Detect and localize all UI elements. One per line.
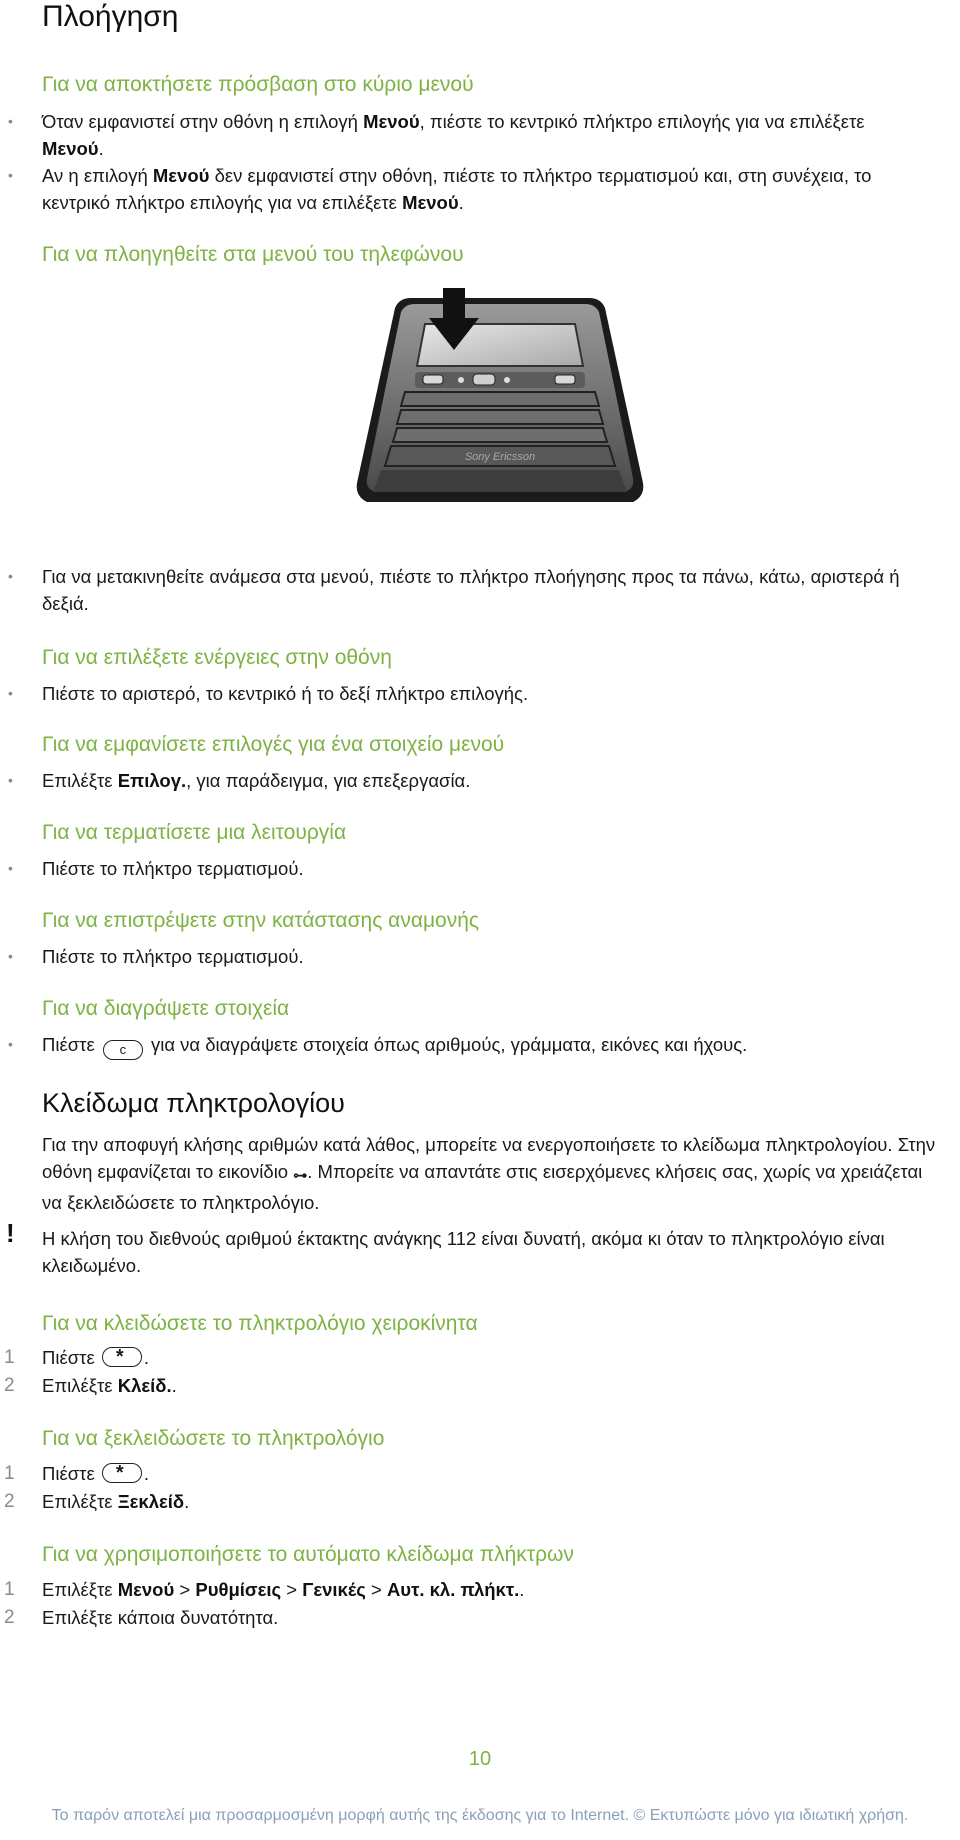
- warning-note: Η κλήση του διεθνούς αριθμού έκτακτης ανάγκης 112 είναι δυνατή, ακόμα κι όταν το πληκτρολόγιο είναι κλειδωμένο.: [42, 1228, 885, 1276]
- bullet-dot: •: [8, 113, 13, 129]
- bullet-item: • Πιέστε το αριστερό, το κεντρικό ή το δεξί πλήκτρο επιλογής.: [42, 680, 922, 707]
- step-number: 1: [4, 1579, 15, 1600]
- step-item: 1 Επιλέξτε Μενού > Ρυθμίσεις > Γενικές > Αυτ. κλ. πλήκτ..: [42, 1576, 922, 1603]
- step-item: 2 Επιλέξτε Κλείδ..: [42, 1372, 922, 1399]
- section-heading-select-actions: Για να επιλέξετε ενέργειες στην οθόνη: [42, 646, 392, 669]
- bullet-dot: •: [8, 948, 13, 964]
- section-heading-lock-manual: Για να κλειδώσετε το πληκτρολόγιο χειροκίνητα: [42, 1312, 478, 1335]
- star-key-icon: *: [102, 1463, 142, 1483]
- section-heading-delete: Για να διαγράψετε στοιχεία: [42, 997, 290, 1020]
- section-heading-options: Για να εμφανίσετε επιλογές για ένα στοιχείο μενού: [42, 733, 505, 756]
- step-number: 1: [4, 1347, 15, 1368]
- bullet-item: • Πιέστε c για να διαγράψετε στοιχεία όπως αριθμούς, γράμματα, εικόνες και ήχους.: [42, 1031, 922, 1060]
- step-item: 1 Πιέστε * .: [42, 1460, 922, 1487]
- step-number: 2: [4, 1375, 15, 1396]
- section-heading-standby: Για να επιστρέψετε στην κατάστασης αναμονής: [42, 909, 480, 932]
- bullet-dot: •: [8, 772, 13, 788]
- bullet-dot: •: [8, 685, 13, 701]
- page-number: 10: [468, 1748, 492, 1770]
- step-number: 1: [4, 1463, 15, 1484]
- bullet-item: • Όταν εμφανιστεί στην οθόνη η επιλογή Μενού, πιέστε το κεντρικό πλήκτρο επιλογής για να επιλέξετε Μενού.: [42, 108, 922, 162]
- step-item: 2 Επιλέξτε Ξεκλείδ.: [42, 1488, 922, 1515]
- bullet-item: • Πιέστε το πλήκτρο τερματισμού.: [42, 943, 922, 970]
- phone-illustration: [355, 288, 645, 540]
- keylock-title: Κλείδωμα πληκτρολογίου: [42, 1088, 345, 1118]
- bullet-dot: •: [8, 167, 13, 183]
- step-item: 2 Επιλέξτε κάποια δυνατότητα.: [42, 1604, 922, 1631]
- phone-brand-label: Sony Ericsson: [464, 451, 536, 463]
- section-heading-navigate: Για να πλοηγηθείτε στα μενού του τηλεφώνου: [42, 243, 464, 266]
- section-heading-auto-lock: Για να χρησιμοποιήσετε το αυτόματο κλείδωμα πλήκτρων: [42, 1543, 574, 1566]
- keylock-paragraph: Για την αποφυγή κλήσης αριθμών κατά λάθος, μπορείτε να ενεργοποιήσετε το κλείδωμα πληκτρολογίου. Στην οθόνη εμφανίζεται το εικονίδιο ⊶. Μπορείτε να απαντάτε στις εισερχόμενες κλήσεις σας, χωρίς να χρειάζεται να ξεκλειδώσετε το πληκτρολόγιο.: [42, 1134, 936, 1213]
- page-title: Πλοήγηση: [42, 0, 179, 33]
- bullet-item: • Πιέστε το πλήκτρο τερματισμού.: [42, 855, 922, 882]
- c-key-icon: c: [103, 1040, 143, 1060]
- step-number: 2: [4, 1491, 15, 1512]
- bullet-item: • Αν η επιλογή Μενού δεν εμφανιστεί στην οθόνη, πιέστε το πλήκτρο τερματισμού και, στη συνέχεια, το κεντρικό πλήκτρο επιλογής για να επιλέξετε Μενού.: [42, 162, 922, 216]
- keylock-icon: ⊶: [293, 1167, 308, 1183]
- step-item: 1 Πιέστε * .: [42, 1344, 922, 1371]
- section-heading-main-menu: Για να αποκτήσετε πρόσβαση στο κύριο μενού: [42, 73, 474, 96]
- section-heading-unlock: Για να ξεκλειδώσετε το πληκτρολόγιο: [42, 1427, 385, 1450]
- section-heading-end-function: Για να τερματίσετε μια λειτουργία: [42, 821, 347, 844]
- bullet-item: • Για να μετακινηθείτε ανάμεσα στα μενού, πιέστε το πλήκτρο πλοήγησης προς τα πάνω, κάτω, αριστερά ή δεξιά.: [42, 563, 922, 617]
- warning-icon: !: [6, 1218, 15, 1248]
- bullet-dot: •: [8, 568, 13, 584]
- bullet-item: • Επιλέξτε Επιλογ., για παράδειγμα, για επεξεργασία.: [42, 767, 922, 794]
- bullet-dot: •: [8, 860, 13, 876]
- star-key-icon: *: [102, 1347, 142, 1367]
- bullet-dot: •: [8, 1036, 13, 1052]
- step-number: 2: [4, 1607, 15, 1628]
- footer-notice: Το παρόν αποτελεί μια προσαρμοσμένη μορφή αυτής της έκδοσης για το Internet. © Εκτυπώστε μόνο για ιδιωτική χρήση.: [51, 1807, 909, 1824]
